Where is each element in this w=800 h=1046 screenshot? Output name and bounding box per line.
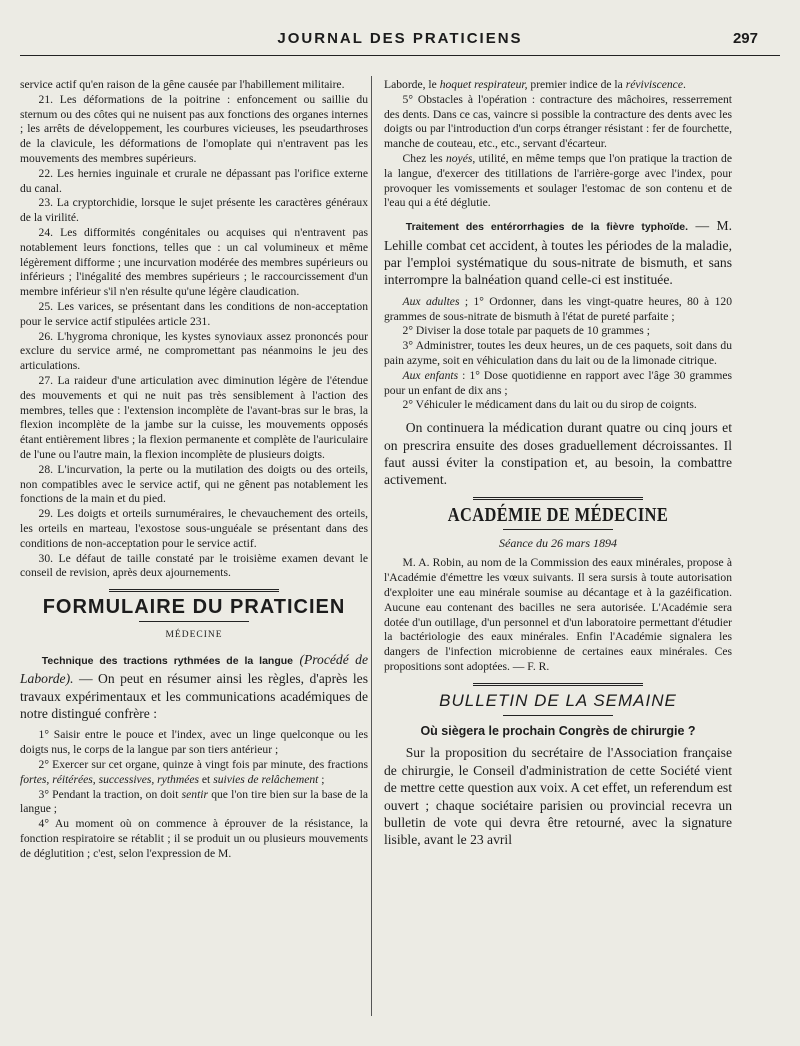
step-1: 1° Saisir entre le pouce et l'index, avec un linge quelconque ou les doigts nus, le corps de la langue par son tiers antérieur ; <box>20 728 368 757</box>
adultes-step-2: 2° Diviser la dose totale par paquets de 10 grammes ; <box>402 324 650 338</box>
item-29: 29. Les doigts et orteils surnuméraires, le chevauchement des orteils, les orteils en marteau, l'exostose sous-unguéale se présentant dans des conditions de non-acceptation pour le service actif. <box>20 507 368 550</box>
noyes-paragraph <box>384 152 732 211</box>
continuera-paragraph: On continuera la médication durant quatre ou cinq jours et on prescrira ensuite des doses graduellement décroissantes. Il faut aussi éviter la constipation et, au besoin, la combattre activement. <box>384 420 732 488</box>
item-23: 23. La cryptorchidie, lorsque le sujet présente les caractères généraux de la virilité. <box>20 196 368 225</box>
traitement-heading: Traitement des entérorrhagies de la fièvre typhoïde. <box>405 221 688 234</box>
step-3-emph: sentir <box>181 787 209 801</box>
adultes-body: ; 1° Ordonner, dans les vingt-quatre heures, 80 à 120 grammes de sous-nitrate de bismuth à l'état de pureté parfaite ; <box>384 294 732 323</box>
noyes-body: , utilité, en même temps que l'on pratique la traction de la langue, d'exercer des titillations de l'arrière-gorge avec l'index, pour provoquer les vomissements et soulager l'estomac de son contenu et de l'eau qui a été déglutie. <box>384 151 732 210</box>
enfants-paragraph <box>384 369 732 399</box>
technique-heading: Technique des tractions rythmées de la langue <box>41 654 294 667</box>
step-2-end: ; <box>318 772 325 786</box>
section-rule <box>109 589 279 592</box>
noyes-emph: noyés <box>445 151 473 165</box>
right-column <box>384 78 732 849</box>
step-3-end: que l'on tire bien sur la base de la langue ; <box>20 787 368 816</box>
section-rule <box>473 683 643 686</box>
item-28: 28. L'incurvation, la perte ou la mutilation des doigts ou des orteils, non compatibles avec le service actif, qui ne gênent pas notablement les fonctions de la main et du pied. <box>20 462 368 506</box>
formulaire-title: FORMULAIRE DU PRATICIEN <box>42 596 346 619</box>
traitement-body: — M. Lehille combat cet accident, à toutes les périodes de la maladie, par l'emploi systématique du sous-nitrate de bismuth, et sans interrompre la balnéation quand celle-ci est instituée. <box>384 218 732 288</box>
step-2 <box>20 758 368 788</box>
noyes-text: Chez les <box>402 151 446 165</box>
column-divider <box>371 76 372 1016</box>
congres-paragraph: Sur la proposition du secrétaire de l'Association française de chirurgie, le Conseil d'administration de cette Société vient de mettre cette question aux voix. A cet effet, un referendum est ouvert ; chaque sociétaire parisien ou provincial recevra un bulletin de vote qui devra être retourné, avec la signature lisible, avant le 23 avril <box>384 745 732 848</box>
title-rule <box>503 715 613 716</box>
step-3 <box>20 788 368 818</box>
enfants-step-2: 2° Véhiculer le médicament dans du lait ou du sirop de coignts. <box>402 398 697 412</box>
item-21: 21. Les déformations de la poitrine : enfoncement ou saillie du sternum ou des côtes qui ne nuisent pas aux fonctions des organes internes ; les arrêts de développement, les courbures vicieuses, les pseudarthroses de la clavicule, les déformations de l'omoplate qui n'entravent pas les mouvements des membres supérieurs. <box>20 92 368 165</box>
step-2-emph-2: suivies de relâchement <box>213 772 319 786</box>
header-rule <box>20 55 780 56</box>
laborde-continued <box>384 78 732 93</box>
seance-date: Séance du 26 mars 1894 <box>499 535 617 550</box>
adultes-paragraph <box>384 295 732 325</box>
traitement-paragraph <box>384 217 732 289</box>
medecine-label: MÉDECINE <box>165 629 223 640</box>
item-26: 26. L'hygroma chronique, les kystes synoviaux assez prononcés pour exclure du service armé, ne compromettant pas néanmoins le jeu des articulations. <box>20 329 368 373</box>
item-30: 30. Le défaut de taille constaté par le troisième examen devant le conseil de revision, après deux ajournements. <box>20 551 368 580</box>
page-header <box>20 26 780 54</box>
step-5: 5° Obstacles à l'opération : contracture des mâchoires, resserrement des dents. Dans ce cas, vaincre si possible la contracture des dents avec les doigts ou par l'introduction d'un corps étranger résistant : fer de fourchette, manche de couteau, etc., etc., servant d'écarteur. <box>384 92 732 151</box>
item-22: 22. Les hernies inguinale et crurale ne dépassant pas l'orifice externe du canal. <box>20 166 368 195</box>
item-25: 25. Les varices, se présentant dans les conditions de non-acceptation pour le service actif stipulées article 231. <box>20 299 368 328</box>
bulletin-title: BULLETIN DE LA SEMAINE <box>439 690 677 710</box>
title-rule <box>503 529 613 530</box>
technique-paragraph <box>20 651 368 723</box>
congres-question: Où siègera le prochain Congrès de chirurgie ? <box>420 723 696 738</box>
laborde-mid: premier indice de la <box>527 78 626 91</box>
section-rule <box>473 497 643 500</box>
laborde-text: Laborde, le <box>384 78 440 91</box>
enfants-body: : 1° Dose quotidienne en rapport avec l'âge 30 grammes pour un enfant de dix ans ; <box>384 368 732 397</box>
item-24: 24. Les difformités congénitales ou acquises qui n'entravent pas notablement leurs fonctions, telles que : un cal volumineux et même légèrement difforme ; une incurvation modérée des membres supérieurs ou inférieurs ; l'inégalité des membres supérieurs ; le raccourcissement d'un membre inférieur s'il n'en résulte qu'une légère claudication. <box>20 225 368 299</box>
enfants-label: Aux enfants <box>402 368 459 382</box>
adultes-label: Aux adultes <box>402 294 460 308</box>
step-2-emph: fortes, réitérées, successives, rythmées <box>20 772 200 786</box>
step-2-and: et <box>199 772 214 786</box>
robin-paragraph: M. A. Robin, au nom de la Commission des eaux minérales, propose à l'Académie d'émettre les vœux suivants. Il sera sursis à toute autorisation d'exploiter une eau minérale soumise au décantage et à la gazéification. Aucune eau contenant des bacilles ne sera autorisée. L'Académie sera dotée d'un outillage, d'un personnel et d'un laboratoire permettant d'étudier la bactériologie des eaux minérales. Enfin l'Académie signalera les dangers de l'infection microbienne de certaines eaux minérales. Ces propositions sont adoptées. — F. R. <box>384 556 732 673</box>
academie-title: ACADÉMIE DE MÉDECINE <box>447 503 669 526</box>
left-column <box>20 78 368 861</box>
laborde-end: . <box>682 78 686 91</box>
running-title: JOURNAL DES PRATICIENS <box>277 30 523 47</box>
step-4: 4° Au moment où on commence à éprouver de la résistance, la fonction respiratoire se rétablit ; il se produit un ou plusieurs mouvements de déglutition ; c'est, selon l'expression de M. <box>20 817 368 860</box>
page-number: 297 <box>732 30 758 47</box>
hoquet-emph: hoquet respirateur, <box>439 78 528 91</box>
title-rule <box>139 621 249 622</box>
step-2-text: 2° Exercer sur cet organe, quinze à vingt fois par minute, des fractions <box>38 757 368 771</box>
step-3-text: 3° Pendant la traction, on doit <box>38 787 182 801</box>
technique-body: — On peut en résumer ainsi les règles, d'après les travaux expérimentaux et les communications académiques de notre distingué confrère : <box>20 671 368 721</box>
paragraph-continued: service actif qu'en raison de la gêne causée par l'habillement militaire. <box>20 78 345 91</box>
adultes-step-3: 3° Administrer, toutes les deux heures, un de ces paquets, soit dans du pain azyme, soit en véhiculation dans du lait ou de la limonade citrique. <box>384 339 732 367</box>
item-27: 27. La raideur d'une articulation avec diminution légère de l'étendue des mouvements et qui ne nuit pas très sensiblement à l'action des membres, telles que : l'extension incomplète de l'avant-bras sur le bras, la flexion incomplète de la jambe sur la cuisse, les mouvements opposés étant entièrement libres ; la flexion permanente et complète de l'auriculaire de l'une ou l'autre main, la flexion incomplète de plusieurs doigts. <box>20 373 368 461</box>
reviviscence-emph: réviviscence <box>625 78 683 91</box>
technique-method: (Procédé de Laborde). <box>20 651 368 687</box>
